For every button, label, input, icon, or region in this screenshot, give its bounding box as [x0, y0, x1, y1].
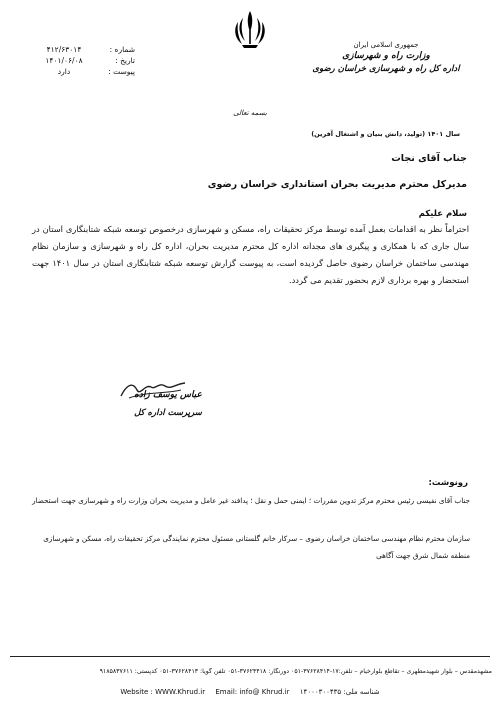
date-value: ۱۴۰۱/۰۶/۰۸ [45, 56, 83, 65]
letter-meta [35, 44, 135, 77]
bismillah: بسمه تعالی [233, 109, 267, 117]
footer-national-id: شناسه ملی: ۱۴۰۰۰۳۰۰۴۳۵ [299, 688, 380, 696]
cc-item: سازمان محترم نظام مهندسی ساختمان خراسان رضوی – سرکار خانم گلستانی مسئول محترم نمایندگی مرکز تحقیقات راه، مسکن و شهرسازی منطقه شمال شرق جهت آگاهی [43, 534, 470, 560]
footer-email[interactable]: Email: info@ Khrud.ir [215, 688, 290, 696]
ministry-name: وزارت راه و شهرسازی [342, 51, 430, 61]
letter-body: احتراماً نظر به اقدامات بعمل آمده توسط مرکز تحقیقات راه، مسکن و شهرسازی درخصوص توسعه شبکه شتابنگاری استان در سال جاری که با همکاری و پیگیری های مجدانه اداره کل محترم مدیریت بحران، اداره کل راه و شهرسازی و سازمان نظام مهندسی ساختمان خراسان رضوی حاصل گردیده است، به پیوست گزارش توسعه شبکه شتابنگاری استان در سال ۱۴۰۱ جهت استحضار و بهره برداری لازم بحضور تقدیم می گردد. [32, 224, 469, 285]
signer-title: سرپرست اداره کل [134, 408, 202, 418]
footer-divider [10, 656, 490, 657]
footer-contacts [8, 688, 492, 696]
signer-name: عباس یوسف زاده [134, 390, 202, 400]
country-name: جمهوری اسلامی ایران [353, 41, 419, 49]
footer-website[interactable]: Website : WWW.Khrud.ir [120, 688, 206, 696]
department-name: اداره کل راه و شهرسازی خراسان رضوی [312, 64, 460, 74]
greeting: سلام علیکم [418, 209, 467, 219]
attachment-label: پیوست : [108, 67, 135, 76]
footer-address: مشهدمقدس – بلوار شهیدمطهری – تقاطع بلوارخیام – تلفن:۱۷-۳۷۶۲۸۴۱۴-۰۵۱ دورنگار: ۳۷۶۲۴۴۱۸-۰۵۱ تلفن گویا: ۳۷۶۲۸۴۱۳-۰۵۱ کدپستی: ۹۱۸۵۸۳۷۶۱۱ [99, 668, 492, 675]
recipient-title: مدیرکل محترم مدیریت بحران استانداری خراسان رضوی [207, 179, 467, 190]
year-slogan: سال ۱۴۰۱ (تولید، دانش بنیان و اشتغال آفرین) [311, 130, 460, 138]
meta-attachment-row [35, 66, 135, 77]
iran-emblem-icon [230, 8, 270, 50]
attachment-value: دارد [57, 67, 71, 76]
cc-item: جناب آقای نفیسی رئیس محترم مرکز تدوین مقررات ؛ ایمنی حمل و نقل ؛ پدافند غیر عامل و مدیریت بحران وزارت راه و شهرسازی جهت استحضار [32, 496, 470, 505]
ministry-header [286, 40, 486, 75]
meta-date-row [35, 55, 135, 66]
cc-label: رونوشت: [428, 478, 468, 488]
number-label: شماره : [109, 45, 135, 54]
date-label: تاریخ : [115, 56, 135, 65]
number-value: ۴۱۲/۶۳۰۱۴ [46, 45, 82, 54]
meta-number-row [35, 44, 135, 55]
recipient-name: جناب آقای نجات [391, 153, 467, 164]
